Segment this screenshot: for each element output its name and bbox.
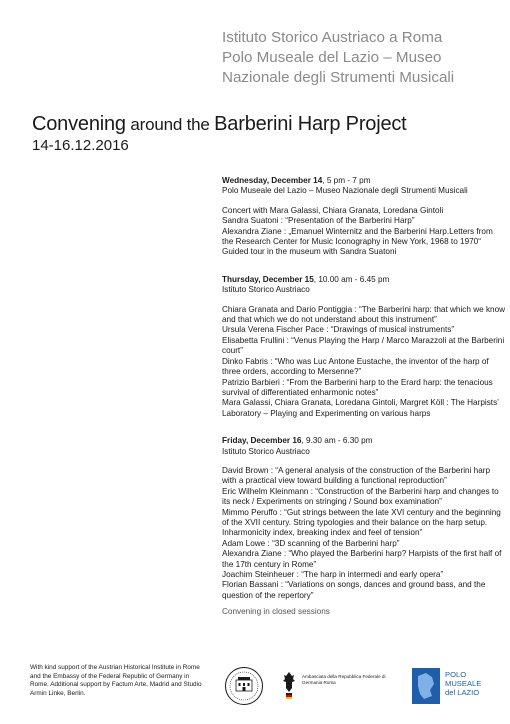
polo-line-2: MUSEALE	[445, 679, 482, 688]
title-part-3: Barberini Harp Project	[214, 113, 407, 135]
speaker-name: Ursula Verena Fischer Pace	[222, 325, 324, 335]
speaker-name: Patrizio Barbieri	[222, 377, 280, 387]
entry-text: : “Variations on songs, dances and ground bass, and the question of the repertory”	[222, 580, 486, 600]
list-item	[222, 549, 506, 570]
institute-line-3: Nazionale degli Strumenti Musicali	[222, 69, 455, 86]
speaker-name: Elisabetta Frullini	[222, 335, 285, 345]
day-time: , 10.00 am - 6.45 pm	[313, 274, 390, 284]
embassy-text: Ambasciata della Repubblica Federale di Germania Roma	[302, 674, 386, 685]
institute-line-2: Polo Museale del Lazio – Museo	[222, 49, 442, 66]
entry-text: : “A general analysis of the construction of the Barberini harp with a practical view toward building a functional reproduction”	[222, 465, 491, 486]
speaker-name: David Brown	[222, 465, 269, 475]
page-title	[32, 112, 502, 137]
entry-text: : “Venus Playing the Harp / Marco Marazzoli at the Barberini court”	[222, 335, 505, 356]
list-item	[222, 247, 506, 257]
polo-badge-icon	[412, 668, 440, 704]
polo-text	[445, 670, 481, 697]
speaker-name: Eric Wilhelm Kleinmann	[222, 486, 309, 496]
day-time: , 5 pm - 7 pm	[322, 176, 371, 185]
list-item	[222, 305, 506, 326]
entry-text: : “The harp in intermedi and early opera”	[294, 570, 444, 579]
day-date: Thursday, December 15	[222, 274, 314, 284]
day-venue: Istituto Storico Austriaco	[222, 446, 310, 456]
polo-line-3: del LAZIO	[445, 688, 480, 697]
entry-text: : “The Barberini harp: that which we know and that which we do not understand about this instrument”	[222, 304, 506, 325]
list-item	[222, 325, 506, 335]
speaker-name: Mimmo Peruffo	[222, 507, 278, 517]
institute-seal-logo	[224, 666, 264, 706]
day-header	[222, 176, 506, 197]
list-item	[222, 206, 506, 216]
list-item	[222, 580, 506, 601]
entry-text: : The Harpists’ Laboratory – Playing and Experimenting on various harps	[222, 398, 499, 418]
list-item	[222, 227, 506, 248]
entry-text: : “From the Barberini harp to the Erard harp: the tenacious survival of differentiated enharmonic notes”	[222, 377, 493, 397]
list-item	[222, 378, 506, 399]
entry-text: : „Emanuel Winternitz and the Barberini Harp.Letters from the Research Center for Music Iconography in New York, 1968 to 1970“	[222, 226, 493, 247]
entry-text: : “Drawings of musical instruments”	[323, 325, 455, 335]
entry-text: Guided tour in the museum with Sandra Suatoni	[222, 247, 397, 257]
entry-text: : “Gut strings between the late XVI century and the beginning of the XVII century. String typologies and their balance on the harp setup. Inharmonicity index, breaking index and feel of tension”	[222, 507, 501, 538]
speaker-name: Joachim Steinheuer	[222, 570, 295, 579]
map-lazio-icon	[412, 668, 440, 704]
list-item	[222, 487, 506, 508]
day-date: Wednesday, December 14	[222, 176, 323, 185]
list-item	[222, 357, 506, 378]
speaker-name: Sandra Suatoni	[222, 216, 279, 226]
day-thursday	[222, 275, 506, 419]
entry-text: : “Presentation of the Barberini Harp”	[278, 216, 415, 226]
entry-text: : “Who played the Barberini harp? Harpists of the first half of the 17th century in Rome”	[222, 549, 502, 569]
day-date: Friday, December 16	[222, 436, 302, 446]
entry-text: : “Construction of the Barberini harp and changes to its neck / Experiments on stringing / Sound box examination”	[222, 486, 499, 507]
day-datetime	[222, 176, 506, 186]
list-item	[222, 466, 506, 487]
day-header	[222, 436, 506, 457]
day-wednesday	[222, 176, 506, 258]
polo-line-1: POLO	[445, 670, 467, 679]
list-item	[222, 508, 506, 539]
list-item	[222, 336, 506, 357]
speaker-name: Adam Lowe	[222, 538, 266, 548]
list-item	[222, 570, 506, 580]
title-part-1: Convening	[32, 113, 126, 135]
speaker-name: Alexandra Ziane	[222, 549, 282, 559]
support-note: With kind support of the Austrian Historical Institute in Rome and the Embassy of the Federal Republic of Germany in Rome. Additional support by Factum Arte, Madrid and Studio Armin Linke, Berlin.	[30, 664, 202, 697]
day-datetime	[222, 436, 506, 446]
list-item	[222, 539, 506, 549]
speaker-name: Alexandra Ziane	[222, 226, 282, 236]
embassy-logo	[282, 670, 402, 704]
list-item	[222, 398, 506, 419]
polo-museale-logo	[412, 668, 504, 708]
institute-line-1: Istituto Storico Austriaco a Roma	[222, 29, 443, 46]
closing-note: Convening in closed sessions	[222, 607, 330, 617]
day-venue: Polo Museale del Lazio – Museo Nazionale degli Strumenti Musicali	[222, 186, 468, 196]
program	[222, 176, 506, 635]
entry-text: : “Who was Luc Antone Eustache, the inventor of the harp of three orders, according to Mersenne?”	[222, 356, 489, 377]
list-item	[222, 216, 506, 226]
entry-text: : “3D scanning of the Barberini harp”	[265, 538, 400, 548]
day-venue: Istituto Storico Austriaco	[222, 285, 310, 295]
speaker-name: Florian Bassani	[222, 580, 279, 590]
event-dates: 14-16.12.2016	[32, 137, 129, 154]
speaker-name: Mara Galassi, Chiara Granata, Loredana Gintoli, Margret Köll	[222, 398, 445, 408]
seal-icon	[224, 666, 264, 706]
day-time: , 9.30 am - 6.30 pm	[301, 436, 373, 446]
entry-text: Concert with Mara Galassi, Chiara Granata, Loredana Gintoli	[222, 205, 444, 215]
institutes-header	[222, 28, 502, 88]
day-friday	[222, 436, 506, 618]
day-datetime	[222, 275, 506, 285]
federal-eagle-icon	[282, 670, 296, 700]
day-header	[222, 275, 506, 296]
speaker-name: Dinko Fabris	[222, 356, 268, 366]
title-part-2: around the	[125, 115, 215, 134]
speaker-name: Chiara Granata and Dario Pontiggia	[222, 304, 353, 314]
